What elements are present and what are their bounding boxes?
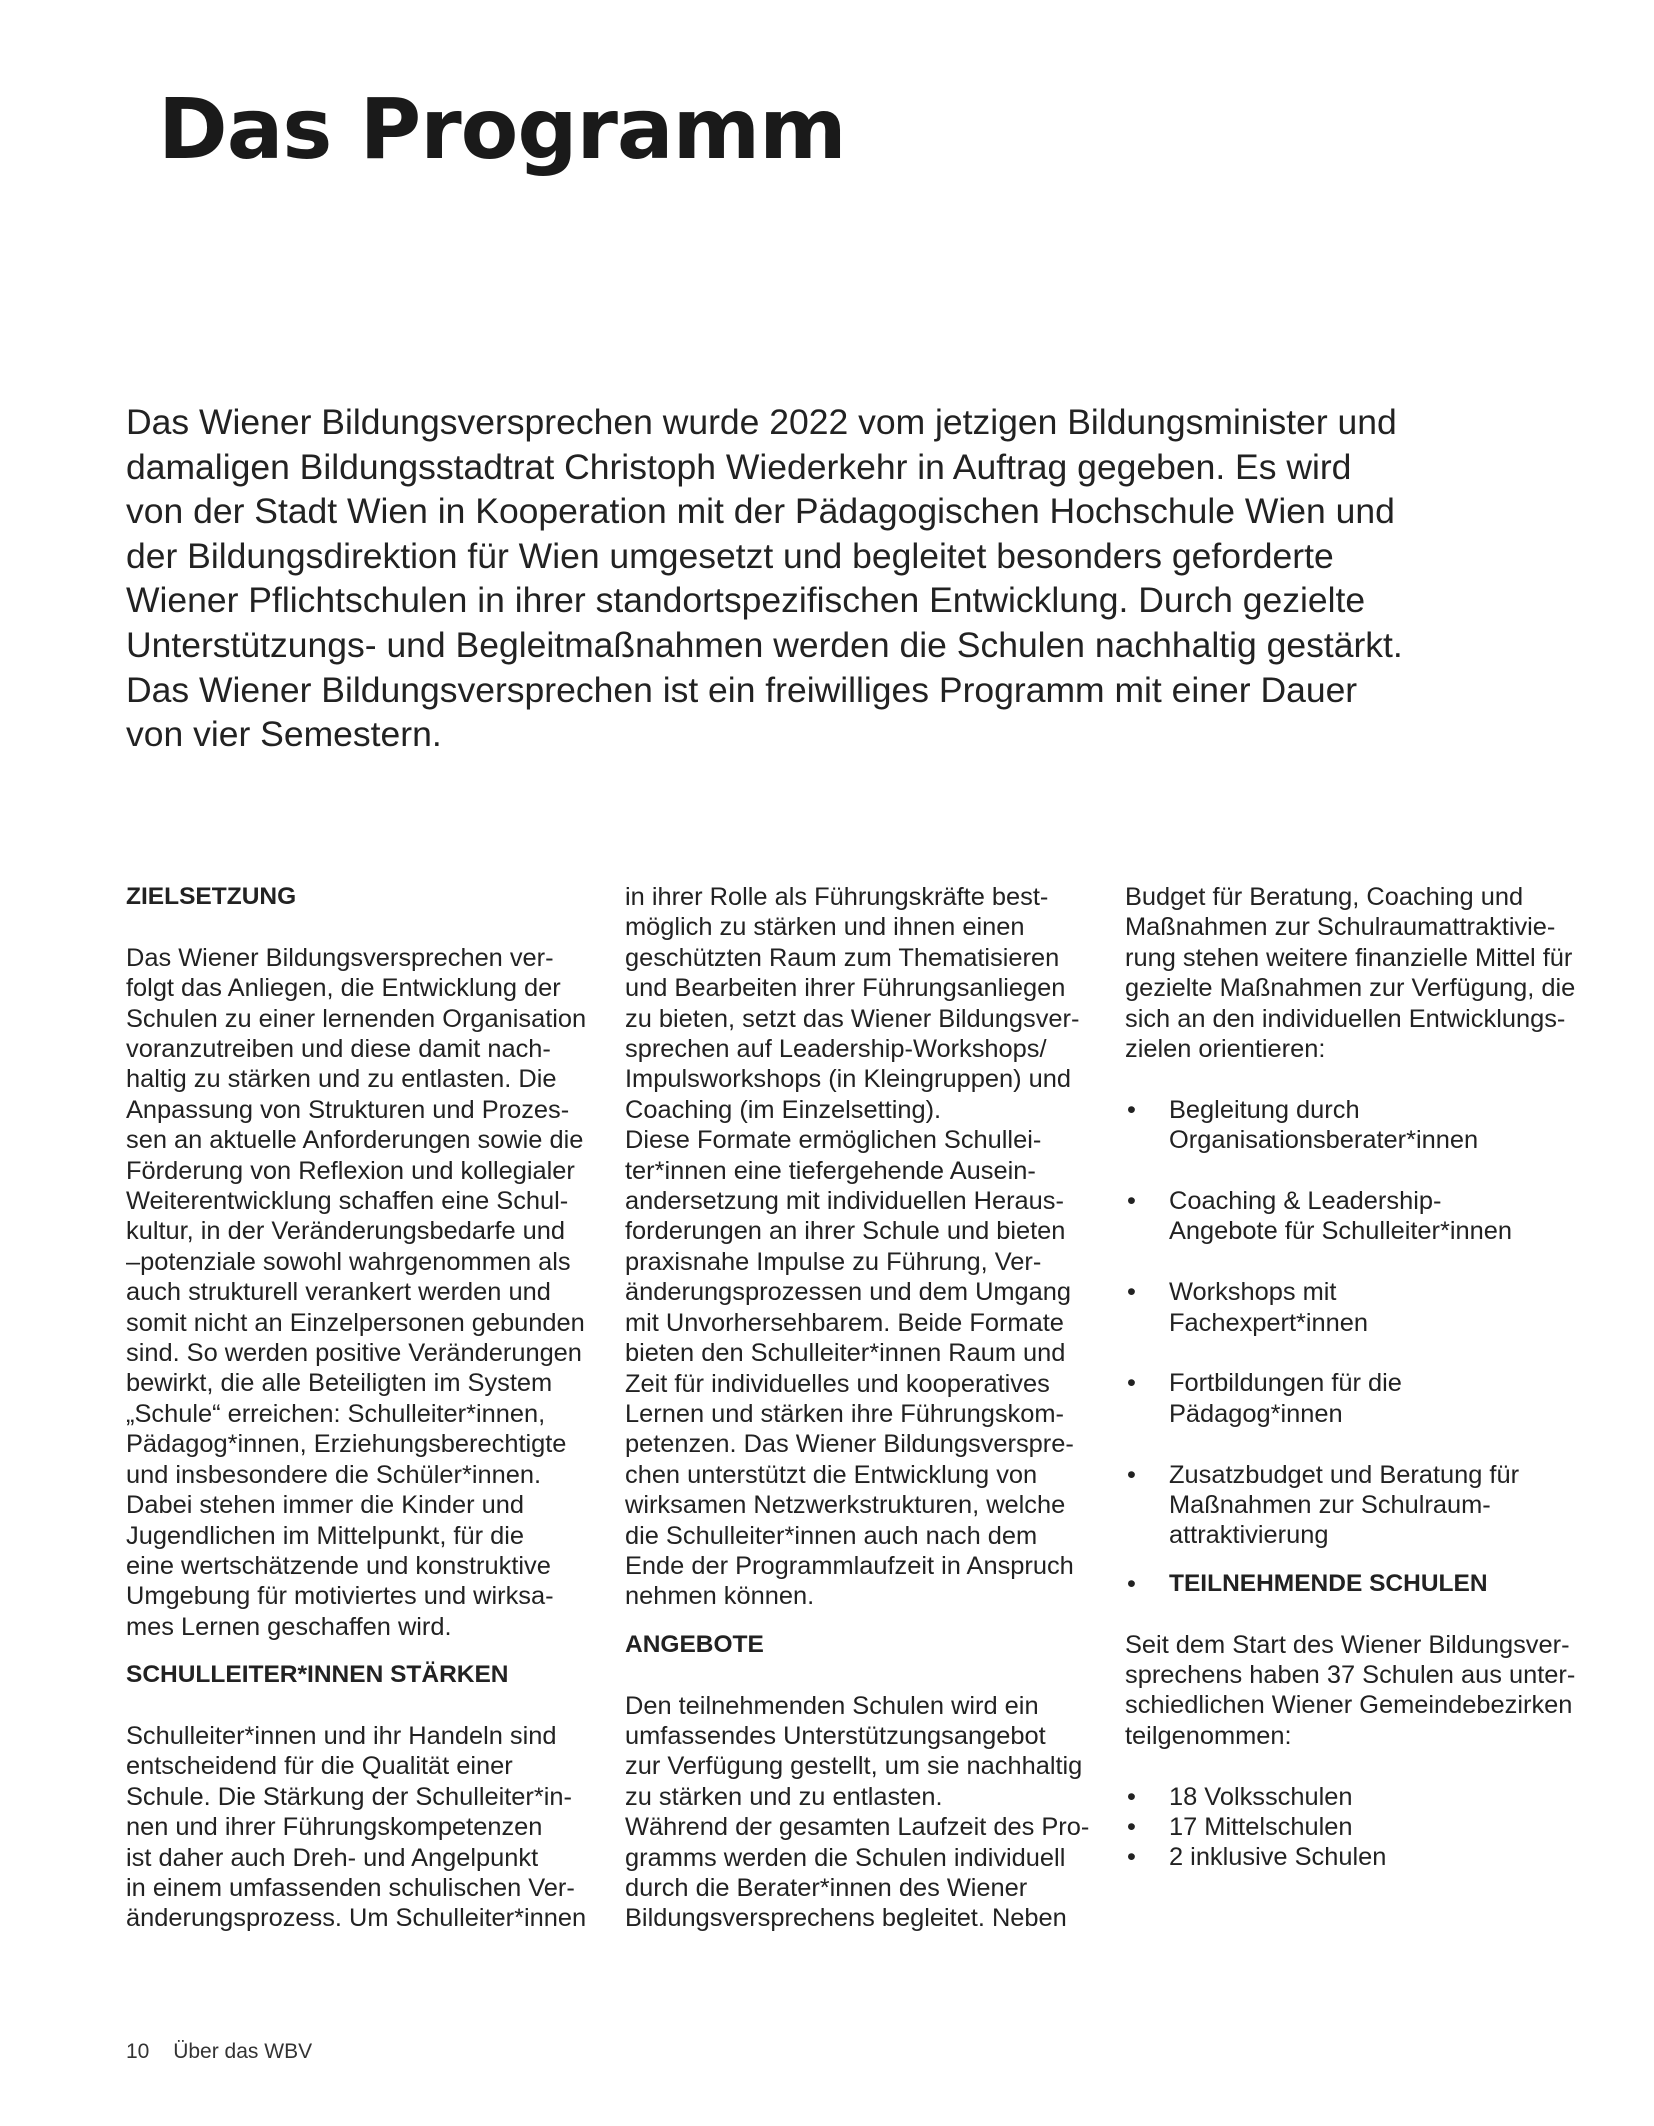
text-line: Maßnahmen zur Schulraumattraktivie- xyxy=(1125,913,1556,942)
column-1 xyxy=(126,882,596,1934)
text-line: Förderung von Reflexion und kollegialer xyxy=(126,1156,575,1185)
text-line: durch die Berater*innen des Wiener xyxy=(625,1873,1028,1902)
school-list xyxy=(1125,1782,1605,1873)
text-line: gezielte Maßnahmen zur Verfügung, die xyxy=(1125,974,1576,1003)
text-line: bieten den Schulleiter*innen Raum und xyxy=(625,1339,1066,1368)
text-line: Schulleiter*innen und ihr Handeln sind xyxy=(126,1721,557,1750)
list-item-line: Maßnahmen zur Schulraum- xyxy=(1169,1491,1491,1520)
intro-line: Unterstützungs- und Begleitmaßnahmen werden die Schulen nachhaltig gestärkt. xyxy=(126,624,1403,665)
bullet-icon: • xyxy=(1127,1460,1136,1489)
text-line: somit nicht an Einzelpersonen gebunden xyxy=(126,1308,585,1337)
text-line: in ihrer Rolle als Führungskräfte best- xyxy=(625,883,1049,911)
intro-paragraph xyxy=(126,400,1526,757)
page-footer xyxy=(126,2040,312,2064)
footer-section: Über das WBV xyxy=(173,2040,313,2063)
list-item-line: Coaching & Leadership- xyxy=(1169,1187,1442,1216)
text-line: Seit dem Start des Wiener Bildungsver- xyxy=(1125,1630,1570,1659)
text-line: entscheidend für die Qualität einer xyxy=(126,1752,513,1781)
page-title: Das Programm xyxy=(158,80,846,178)
text-line: petenzen. Das Wiener Bildungsverspre- xyxy=(625,1430,1074,1459)
column-3 xyxy=(1125,882,1605,1873)
list-item-line: 2 inklusive Schulen xyxy=(1169,1843,1387,1872)
text-line: andersetzung mit individuellen Heraus- xyxy=(625,1187,1064,1216)
text-line: Den teilnehmenden Schulen wird ein xyxy=(625,1691,1039,1720)
text-line: und insbesondere die Schüler*innen. xyxy=(126,1460,542,1489)
text-line: eine wertschätzende und konstruktive xyxy=(126,1551,551,1580)
text-line: „Schule“ erreichen: Schulleiter*innen, xyxy=(126,1399,546,1428)
list-item xyxy=(1125,1277,1605,1338)
paragraph-zielsetzung xyxy=(126,943,596,1642)
paragraph-angebote xyxy=(625,1691,1095,1934)
text-line: Jugendlichen im Mittelpunkt, für die xyxy=(126,1521,524,1550)
heading-angebote: ANGEBOTE xyxy=(625,1630,764,1658)
list-item-line: Organisationsberater*innen xyxy=(1169,1126,1479,1155)
heading-schulleiter: SCHULLEITER*INNEN STÄRKEN xyxy=(126,1661,509,1689)
text-line: Pädagog*innen, Erziehungsberechtigte xyxy=(126,1430,567,1459)
text-line: sich an den individuellen Entwicklungs- xyxy=(1125,1004,1566,1033)
text-line: Budget für Beratung, Coaching und xyxy=(1125,883,1524,911)
list-item xyxy=(1125,1842,1605,1872)
column-2 xyxy=(625,882,1095,1934)
text-line: Anpassung von Strukturen und Prozes- xyxy=(126,1095,570,1124)
list-item-line: Fortbildungen für die xyxy=(1169,1369,1402,1398)
text-line: ist daher auch Dreh- und Angelpunkt xyxy=(126,1843,539,1872)
paragraph-teilnehmende xyxy=(1125,1630,1605,1752)
text-line: Impulsworkshops (in Kleingruppen) und xyxy=(625,1065,1071,1094)
intro-line: damaligen Bildungsstadtrat Christoph Wiederkehr in Auftrag gegeben. Es wird xyxy=(126,446,1352,487)
page-number: 10 xyxy=(126,2040,150,2063)
paragraph-schulleiter xyxy=(126,1721,596,1934)
bullet-icon: • xyxy=(1127,1187,1136,1216)
text-line: rung stehen weitere finanzielle Mittel für xyxy=(1125,943,1573,972)
text-line: zu stärken und zu entlasten. xyxy=(625,1782,943,1811)
text-line: Coaching (im Einzelsetting). xyxy=(625,1095,942,1124)
list-item-line: 17 Mittelschulen xyxy=(1169,1813,1353,1842)
paragraph-budget xyxy=(1125,882,1605,1064)
intro-line: der Bildungsdirektion für Wien umgesetzt und begleitet besonders geforderte xyxy=(126,535,1334,576)
intro-line: Das Wiener Bildungsversprechen wurde 2022 vom jetzigen Bildungsminister und xyxy=(126,402,1397,442)
text-line: kultur, in der Veränderungsbedarfe und xyxy=(126,1217,566,1246)
intro-line: Das Wiener Bildungsversprechen ist ein freiwilliges Programm mit einer Dauer xyxy=(126,669,1358,710)
list-item xyxy=(1125,1782,1605,1812)
list-item-line: attraktivierung xyxy=(1169,1521,1329,1550)
text-line: schiedlichen Wiener Gemeindebezirken xyxy=(1125,1691,1573,1720)
text-line: zu bieten, setzt das Wiener Bildungsver- xyxy=(625,1004,1080,1033)
text-line: nen und ihrer Führungskompetenzen xyxy=(126,1813,543,1842)
text-line: umfassendes Unterstützungsangebot xyxy=(625,1721,1046,1750)
list-item-line: Workshops mit xyxy=(1169,1278,1337,1307)
list-item-line: Begleitung durch xyxy=(1169,1095,1360,1124)
text-line: Weiterentwicklung schaffen eine Schul- xyxy=(126,1187,569,1216)
heading-zielsetzung: ZIELSETZUNG xyxy=(126,883,297,910)
text-line: Während der gesamten Laufzeit des Pro- xyxy=(625,1813,1090,1842)
list-item xyxy=(1125,1812,1605,1842)
text-line: gramms werden die Schulen individuell xyxy=(625,1843,1066,1872)
text-line: und Bearbeiten ihrer Führungsanliegen xyxy=(625,974,1066,1003)
heading-teilnehmende-schulen: TEILNEHMENDE SCHULEN xyxy=(1169,1569,1488,1597)
text-line: geschützten Raum zum Thematisieren xyxy=(625,943,1060,972)
text-line: voranzutreiben und diese damit nach- xyxy=(126,1035,551,1064)
text-line: Ende der Programmlaufzeit in Anspruch xyxy=(625,1551,1074,1580)
text-line: Schulen zu einer lernenden Organisation xyxy=(126,1004,587,1033)
bullet-icon: • xyxy=(1127,1369,1136,1398)
text-line: Schule. Die Stärkung der Schulleiter*in- xyxy=(126,1782,572,1811)
text-line: änderungsprozess. Um Schulleiter*innen xyxy=(126,1904,587,1933)
list-item xyxy=(1125,1460,1605,1551)
list-item-line: 18 Volksschulen xyxy=(1169,1782,1353,1811)
text-line: sen an aktuelle Anforderungen sowie die xyxy=(126,1126,584,1155)
intro-line: von der Stadt Wien in Kooperation mit der Pädagogischen Hochschule Wien und xyxy=(126,491,1395,532)
text-line: in einem umfassenden schulischen Ver- xyxy=(126,1873,575,1902)
text-line: die Schulleiter*innen auch nach dem xyxy=(625,1521,1038,1550)
text-line: Bildungsversprechens begleitet. Neben xyxy=(625,1904,1067,1933)
text-line: ter*innen eine tiefergehende Ausein- xyxy=(625,1156,1036,1185)
list-item xyxy=(1125,1186,1605,1247)
text-line: Das Wiener Bildungsversprechen ver- xyxy=(126,943,554,972)
text-line: mes Lernen geschaffen wird. xyxy=(126,1612,452,1641)
intro-line: Wiener Pflichtschulen in ihrer standortspezifischen Entwicklung. Durch gezielte xyxy=(126,580,1366,621)
text-line: forderungen an ihrer Schule und bieten xyxy=(625,1217,1066,1246)
paragraph-formate xyxy=(625,882,1095,1612)
text-line: bewirkt, die alle Beteiligten im System xyxy=(126,1369,553,1398)
text-line: –potenziale sowohl wahrgenommen als xyxy=(126,1247,571,1276)
text-line: wirksamen Netzwerkstrukturen, welche xyxy=(625,1491,1066,1520)
text-line: praxisnahe Impulse zu Führung, Ver- xyxy=(625,1247,1042,1276)
bullet-icon: • xyxy=(1127,1843,1136,1872)
text-line: folgt das Anliegen, die Entwicklung der xyxy=(126,974,561,1003)
text-line: chen unterstützt die Entwicklung von xyxy=(625,1460,1038,1489)
text-line: zur Verfügung gestellt, um sie nachhaltig xyxy=(625,1752,1083,1781)
bullet-icon: • xyxy=(1127,1095,1136,1124)
list-item-line: Zusatzbudget und Beratung für xyxy=(1169,1460,1520,1489)
text-line: zielen orientieren: xyxy=(1125,1035,1326,1064)
text-line: Diese Formate ermöglichen Schullei- xyxy=(625,1126,1042,1155)
text-line: Umgebung für motiviertes und wirksa- xyxy=(126,1582,554,1611)
list-item-heading xyxy=(1125,1569,1605,1599)
text-line: haltig zu stärken und zu entlasten. Die xyxy=(126,1065,557,1094)
bullet-icon: • xyxy=(1127,1569,1136,1598)
text-line: möglich zu stärken und ihnen einen xyxy=(625,913,1025,942)
list-item-line: Angebote für Schulleiter*innen xyxy=(1169,1217,1513,1246)
text-line: Lernen und stärken ihre Führungskom- xyxy=(625,1399,1064,1428)
text-line: sprechens haben 37 Schulen aus unter- xyxy=(1125,1661,1576,1690)
list-item-line: Pädagog*innen xyxy=(1169,1399,1343,1428)
intro-line: von vier Semestern. xyxy=(126,714,442,755)
text-line: sind. So werden positive Veränderungen xyxy=(126,1339,582,1368)
text-line: auch strukturell verankert werden und xyxy=(126,1278,551,1307)
text-line: Zeit für individuelles und kooperatives xyxy=(625,1369,1050,1398)
text-line: mit Unvorhersehbarem. Beide Formate xyxy=(625,1308,1064,1337)
text-line: nehmen können. xyxy=(625,1582,815,1611)
text-line: sprechen auf Leadership-Workshops/ xyxy=(625,1035,1047,1064)
bullet-icon: • xyxy=(1127,1278,1136,1307)
bullet-icon: • xyxy=(1127,1813,1136,1842)
offer-list xyxy=(1125,1095,1605,1599)
bullet-icon: • xyxy=(1127,1782,1136,1811)
text-line: Dabei stehen immer die Kinder und xyxy=(126,1491,525,1520)
list-item-line: Fachexpert*innen xyxy=(1169,1308,1369,1337)
text-line: änderungsprozessen und dem Umgang xyxy=(625,1278,1072,1307)
list-item xyxy=(1125,1368,1605,1429)
list-item xyxy=(1125,1095,1605,1156)
text-line: teilgenommen: xyxy=(1125,1721,1292,1750)
